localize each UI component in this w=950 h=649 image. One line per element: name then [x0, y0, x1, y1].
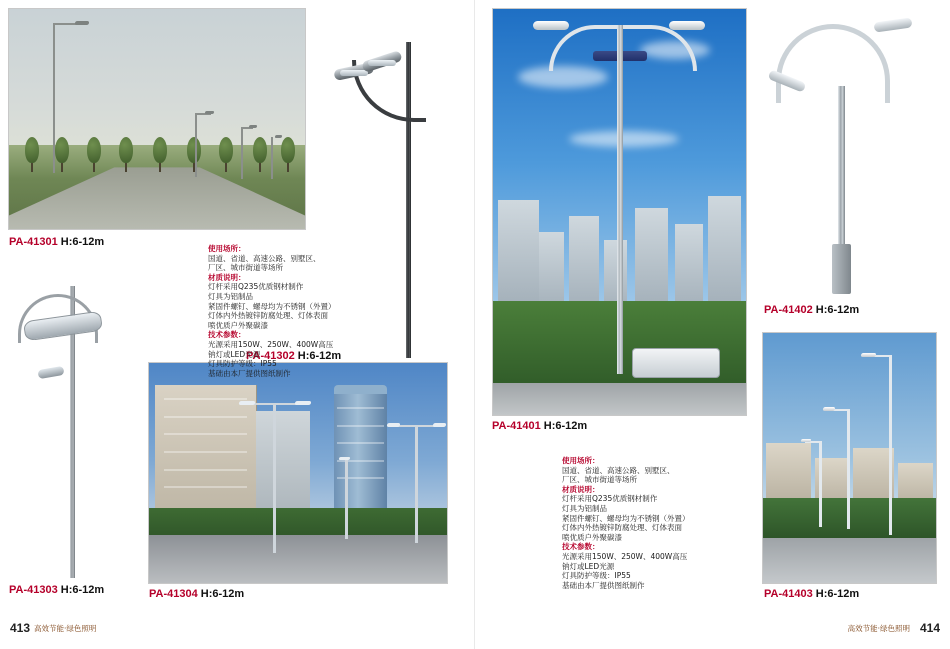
- lamp-pole: [617, 25, 623, 374]
- spec-tech-line: 光源采用150W、250W、400W高压: [562, 551, 688, 561]
- spec-material-title: 材质说明：: [562, 484, 600, 494]
- caption-41302: PA-41302 H:6-12m: [246, 350, 342, 362]
- product-photo-41301: [8, 8, 306, 230]
- road-surface: [763, 538, 936, 583]
- spec-material-line: 灯具为铝制品: [562, 503, 607, 513]
- spec-tech-line: 灯具防护等级：IP55: [208, 359, 277, 369]
- product-photo-41303: [8, 258, 136, 578]
- spec-block-right: [562, 456, 712, 590]
- spec-usage-title: 使用场所：: [562, 456, 600, 465]
- page-number-right: 414: [919, 621, 940, 635]
- pole-base: [832, 244, 851, 294]
- spec-material-line: 喷优质户外聚碳漆: [208, 320, 268, 330]
- lamp-arm: [776, 24, 890, 103]
- spec-tech-title: 技术参数：: [562, 542, 600, 552]
- caption-41401: PA-41401 H:6-12m: [492, 420, 588, 432]
- footer-tagline-left: 高效节能·绿色照明: [34, 624, 97, 633]
- spec-material-line: 灯杆采用Q235优质钢材制作: [562, 494, 658, 504]
- lamp-head-right: [873, 17, 912, 32]
- lamp-head-right: [669, 21, 705, 30]
- road-surface: [149, 535, 447, 583]
- spec-material-line: 喷优质户外聚碳漆: [562, 532, 622, 542]
- product-photo-41401: [492, 8, 747, 416]
- building-left: [155, 385, 257, 521]
- spec-usage-line: 国道、省道、高速公路、别墅区、: [562, 465, 675, 475]
- footer-tagline-right: 高效节能·绿色照明: [847, 624, 910, 633]
- building-tower: [334, 394, 388, 517]
- spec-tech-line: 基础由本厂提供图纸制作: [562, 580, 645, 590]
- spec-material-line: 灯体内外热镀锌防腐处理、灯体表面: [562, 523, 682, 533]
- spec-material-line: 灯具为铝制品: [208, 291, 253, 301]
- spec-material-line: 灯杆采用Q235优质钢材制作: [208, 282, 304, 292]
- product-photo-41403: [762, 332, 937, 584]
- road-surface: [493, 383, 746, 415]
- spec-material-title: 材质说明：: [208, 272, 246, 282]
- page-gutter: [474, 0, 475, 649]
- lamp-head: [37, 366, 64, 379]
- spec-usage-line: 厂区、城市街道等场所: [208, 263, 283, 273]
- product-photo-41402: [762, 8, 937, 298]
- spec-material-line: 紧固件螺钉、螺母均为不锈钢（外置）: [562, 513, 690, 523]
- caption-41402: PA-41402 H:6-12m: [764, 304, 860, 316]
- spec-usage-title: 使用场所：: [208, 244, 246, 253]
- spec-usage-line: 国道、省道、高速公路、别墅区、: [208, 253, 321, 263]
- lamp-glass: [340, 70, 368, 76]
- spec-tech-line: 钠灯或LED光源: [208, 349, 261, 359]
- caption-41303: PA-41303 H:6-12m: [9, 584, 105, 596]
- caption-41304: PA-41304 H:6-12m: [149, 588, 245, 600]
- spec-tech-title: 技术参数：: [208, 330, 246, 340]
- spec-material-line: 灯体内外热镀锌防腐处理、灯体表面: [208, 311, 328, 321]
- spec-tech-line: 钠灯或LED光源: [562, 561, 615, 571]
- caption-41403: PA-41403 H:6-12m: [764, 588, 860, 600]
- product-photo-41304: [148, 362, 448, 584]
- spec-tech-line: 灯具防护等级：IP55: [562, 571, 631, 581]
- spec-tech-line: 基础由本厂提供图纸制作: [208, 368, 291, 378]
- lamp-glass-secondary: [368, 60, 396, 66]
- spec-tech-line: 光源采用150W、250W、400W高压: [208, 339, 334, 349]
- spec-usage-line: 厂区、城市街道等场所: [562, 475, 637, 485]
- spec-material-line: 紧固件螺钉、螺母均为不锈钢（外置）: [208, 301, 336, 311]
- bus-vehicle: [632, 348, 720, 378]
- caption-41301: PA-41301 H:6-12m: [9, 236, 105, 248]
- lamp-head-left: [533, 21, 569, 30]
- spec-block-left: [208, 244, 358, 378]
- page-number-left: 413: [10, 621, 31, 635]
